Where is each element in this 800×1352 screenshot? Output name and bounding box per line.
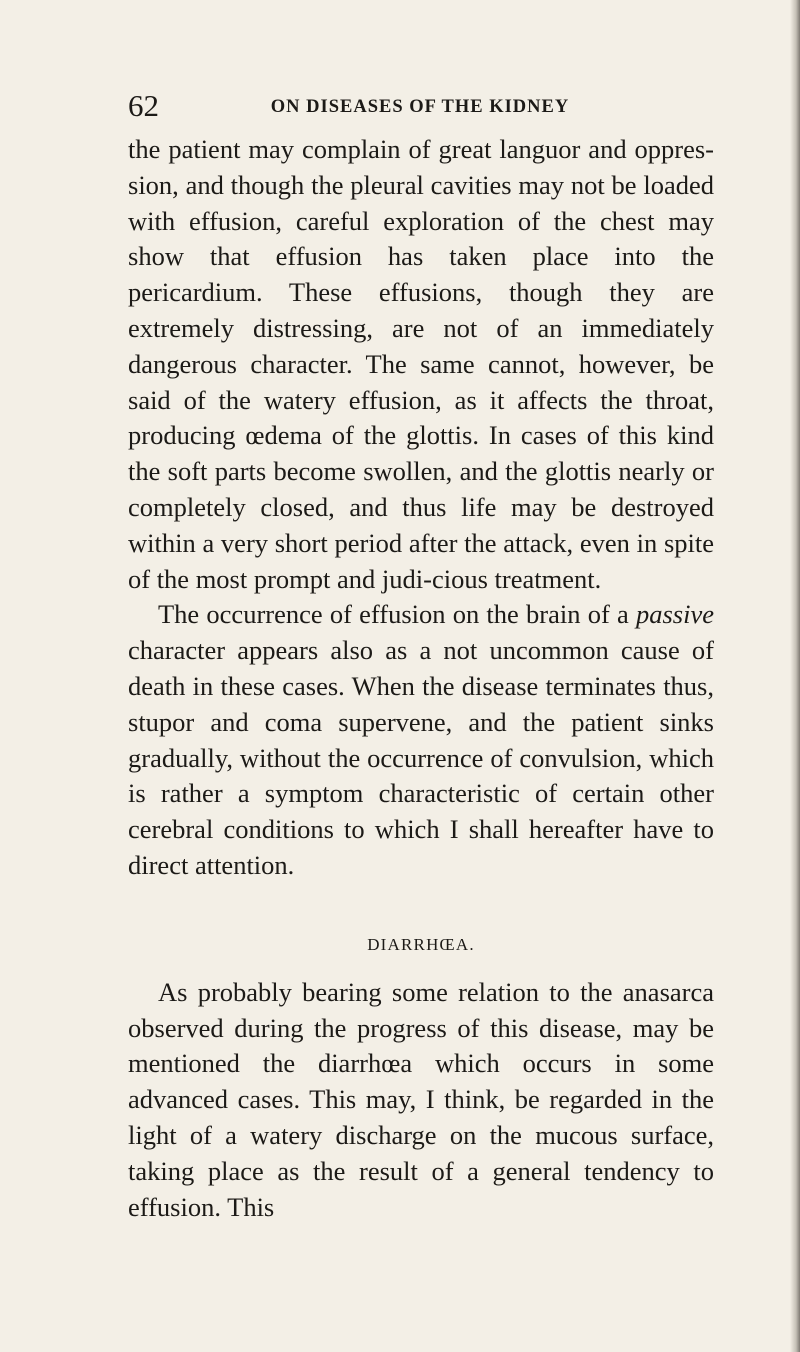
paragraph-diarrhoea: As probably bearing some relation to the anasarca observed during the progress of this disease, may be mentioned the diarrhœa which occurs in some advanced cases. This may, I think, be regarded in the light of a watery discharge on the mucous surface, taking place as the result of a general tendency to effusion. This (128, 976, 714, 1222)
paragraph-text: The occurrence of effusion on the brain of a (158, 599, 636, 630)
page-number: 62 (128, 88, 159, 123)
page-header (128, 88, 712, 124)
page-body (128, 132, 714, 1225)
paragraph-continued: the patient may complain of great languor and oppres-sion, and though the pleural cavities may not be loaded with effusion, careful exploration of the chest may show that effusion has taken place into the pericardium. These effusions, though they are extremely distressing, are not of an immediately dangerous character. The same cannot, however, be said of the watery effusion, as it affects the throat, producing œdema of the glottis. In cases of this kind the soft parts become swollen, and the glottis nearly or completely closed, and thus life may be destroyed within a very short period after the attack, even in spite of the most prompt and judi-cious treatment. (128, 134, 714, 594)
paragraph-brain-effusion (128, 597, 714, 883)
paragraph-text: character appears also as a not uncommon cause of death in these cases. When the disease terminates thus, stupor and coma supervene, and the patient sinks gradually, without the occurrence of convulsion, which is rather a symptom characteristic of certain other cerebral conditions to which I shall hereafter have to direct attention. (128, 635, 714, 880)
italic-word: passive (635, 599, 714, 630)
section-heading: DIARRHŒA. (367, 934, 475, 954)
page-edge-shadow (790, 0, 800, 1352)
running-title: ON DISEASES OF THE KIDNEY (270, 97, 570, 117)
